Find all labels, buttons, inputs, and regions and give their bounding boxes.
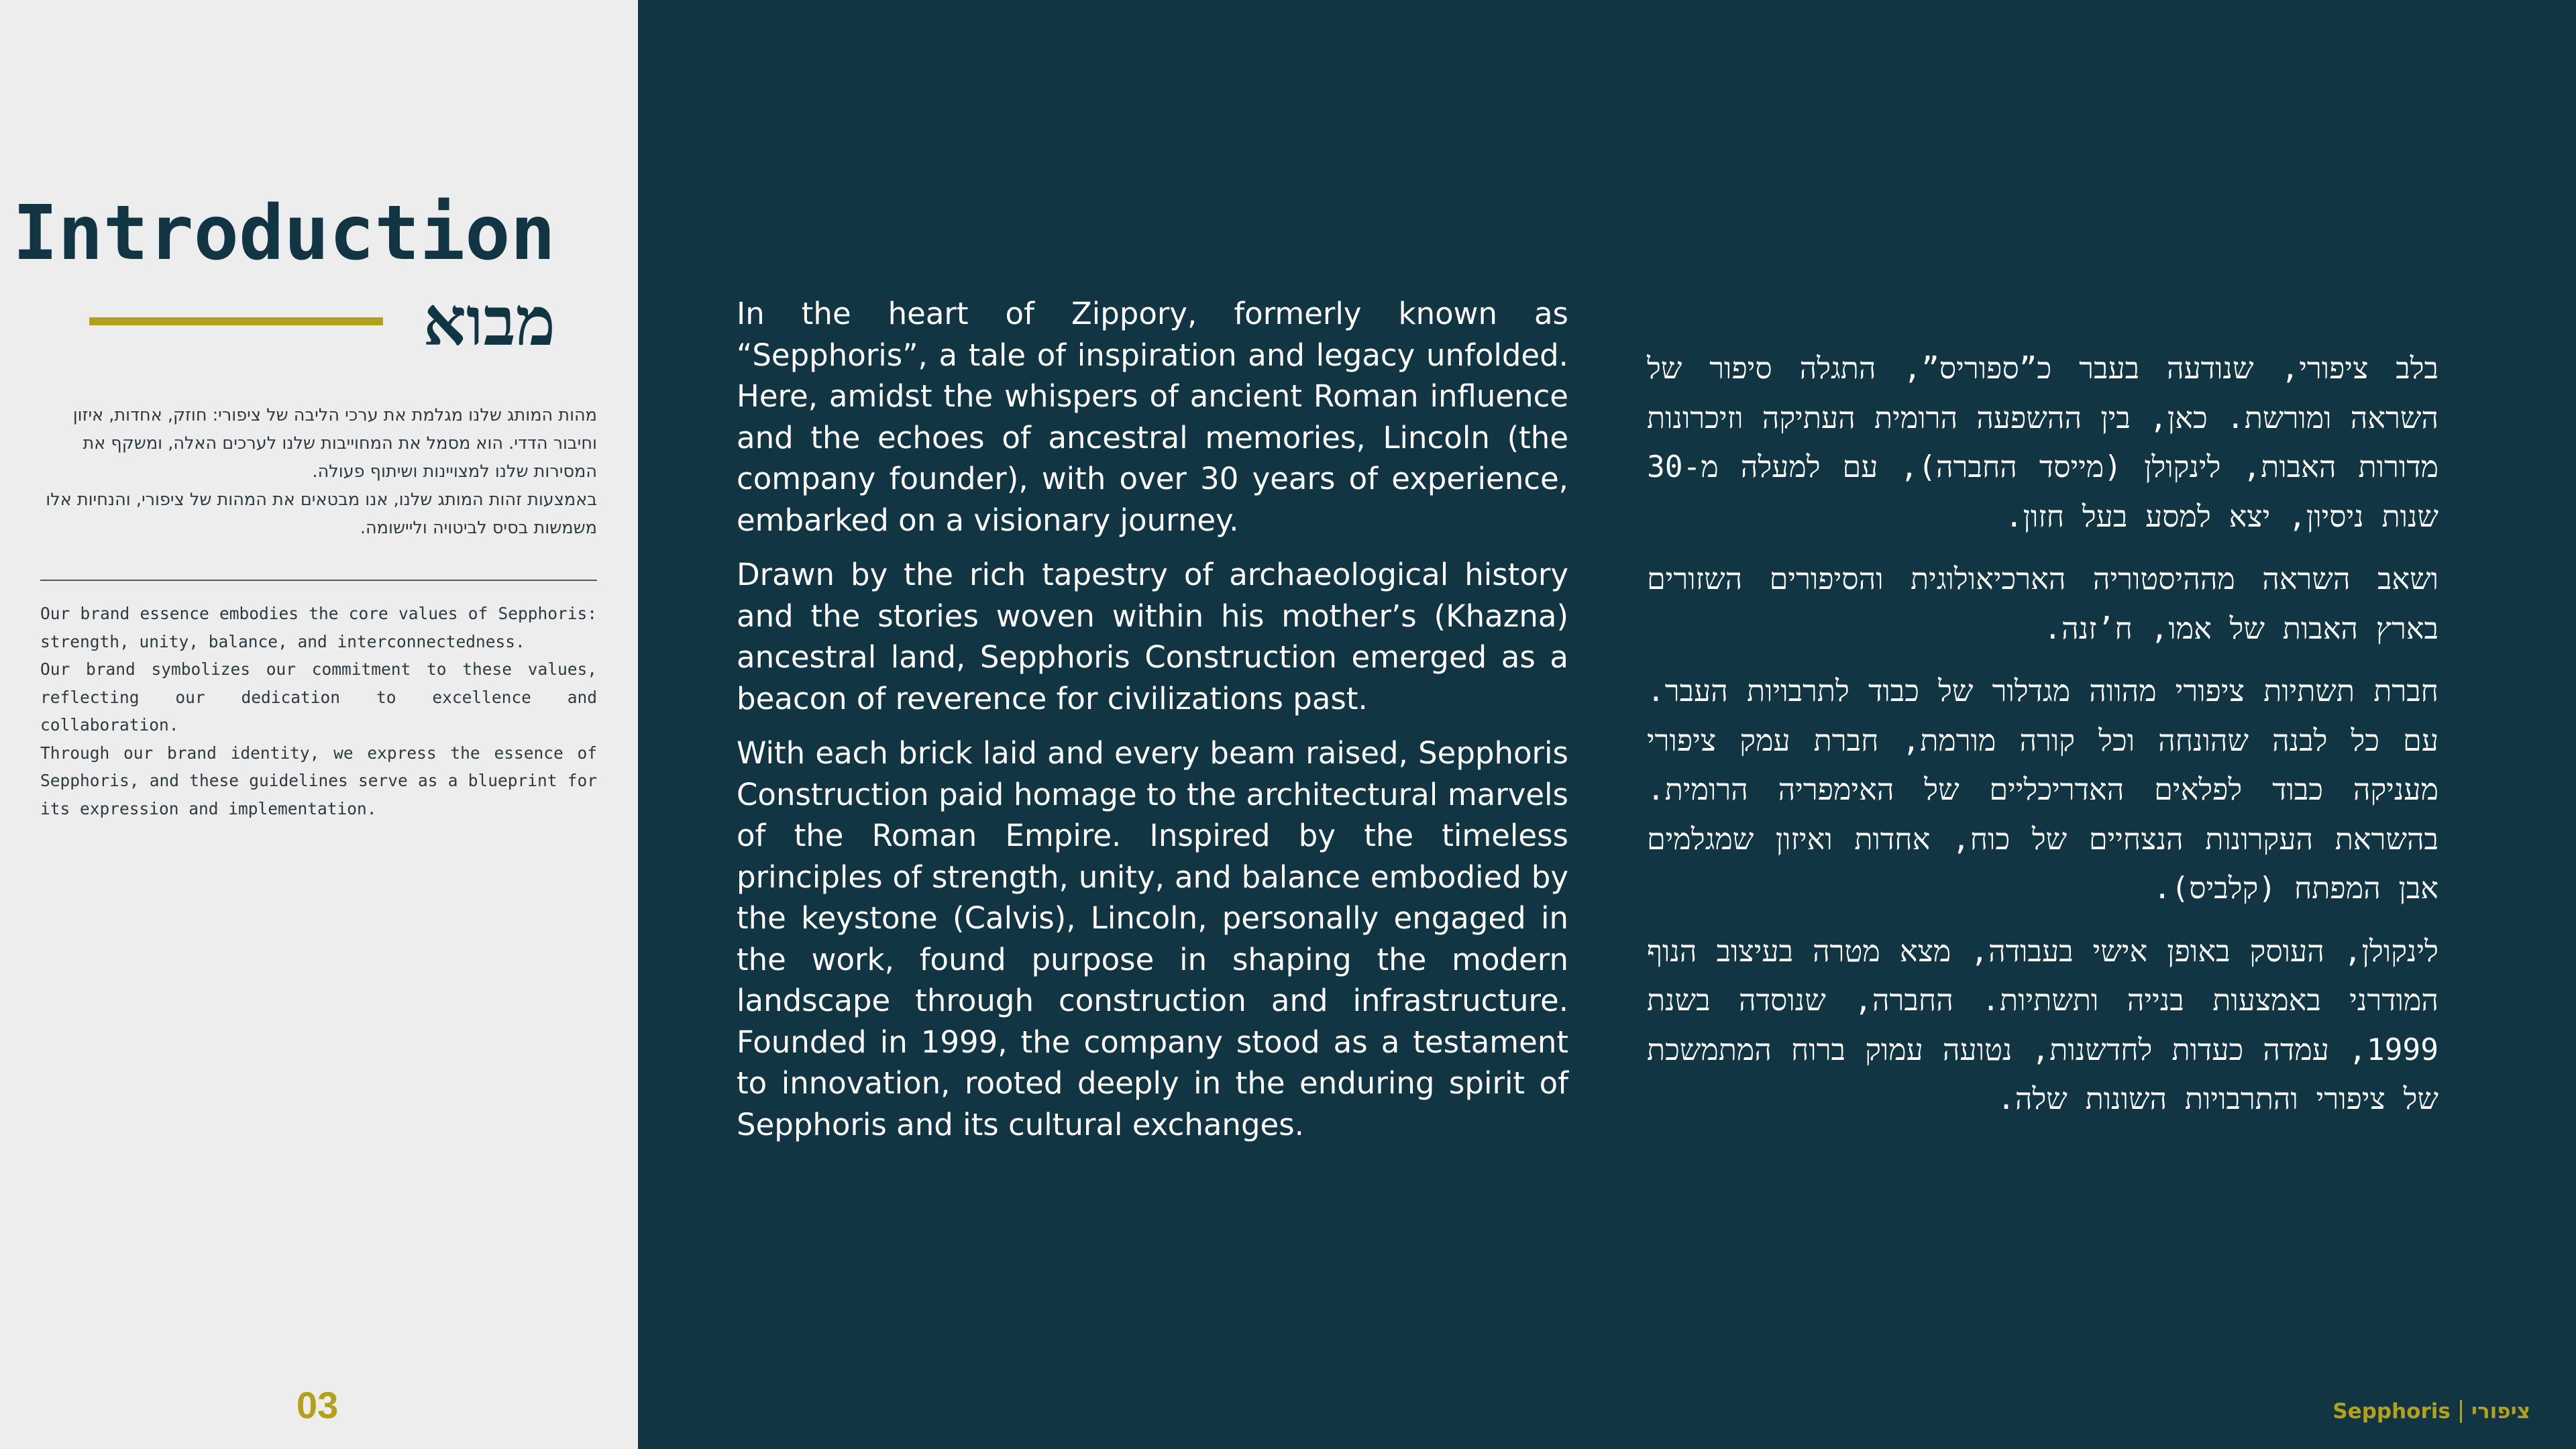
hebrew-summary-paragraph: באמצעות זהות המותג שלנו, אנו מבטאים את המהות של ציפורי, והנחיות אלו משמשות בסיס לביטויה וליישומה. bbox=[46, 490, 597, 538]
sidebar-panel bbox=[0, 0, 638, 1449]
hebrew-paragraph: לינקולן, העוסק באופן אישי בעבודה, מצא מטרה בעיצוב הנוף המודרני באמצעות בנייה ותשתיות. החברה, שנוסדה בשנת 1999, עמדה כעדות לחדשנות, נטועה עמוק ברוח המתמשכת של ציפורי והתרבויות השונות שלה. bbox=[1647, 934, 2438, 1116]
english-summary-paragraph: Our brand essence embodies the core values of Sepphoris: strength, unity, balance, and interconnectedness. bbox=[40, 604, 597, 651]
hebrew-summary bbox=[40, 401, 597, 542]
page-number: 03 bbox=[297, 1384, 339, 1426]
english-summary-paragraph: Through our brand identity, we express the essence of Sepphoris, and these guidelines serve as a blueprint for its expression and implementation. bbox=[40, 743, 597, 818]
logo-text-english: Sepphoris bbox=[2332, 1399, 2451, 1424]
english-summary-paragraph: Our brand symbolizes our commitment to these values, reflecting our dedication to excellence and collaboration. bbox=[40, 659, 597, 735]
section-divider bbox=[40, 580, 597, 581]
logo-text-hebrew: ציפורי bbox=[2471, 1399, 2530, 1424]
page-title-hebrew: מבוא bbox=[423, 282, 555, 361]
english-summary bbox=[40, 600, 597, 822]
title-accent-line bbox=[89, 317, 383, 325]
english-paragraph: Drawn by the rich tapestry of archaeological history and the stories woven within his mother’s (Khazna) ancestral land, Sepphoris Construction emerged as a beacon of reverence for civilizations past. bbox=[737, 557, 1568, 716]
hebrew-body bbox=[1647, 344, 2438, 1138]
english-paragraph: In the heart of Zippory, formerly known as “Sepphoris”, a tale of inspiration and legacy unfolded. Here, amidst the whispers of ancient Roman influence and the echoes of ancestral memories, Lincoln (the company founder), with over 30 years of experience, embarked on a visionary journey. bbox=[737, 296, 1568, 538]
english-paragraph: With each brick laid and every beam raised, Sepphoris Construction paid homage to the architectural marvels of the Roman Empire. Inspired by the timeless principles of strength, unity, and balance embodied by the keystone (Calvis), Lincoln, personally engaged in the work, found purpose in shaping the modern landscape through construction and infrastructure. Founded in 1999, the company stood as a testament to innovation, rooted deeply in the enduring spirit of Sepphoris and its cultural exchanges. bbox=[737, 735, 1568, 1142]
hebrew-summary-paragraph: מהות המותג שלנו מגלמת את ערכי הליבה של ציפורי: חוזק, אחדות, איזון וחיבור הדדי. הוא מסמל את המחוייבות שלנו לערכים האלה, ומשקף את המסירות שלנו למצויינות ושיתוף פעולה. bbox=[72, 405, 597, 482]
logo-separator bbox=[2460, 1400, 2462, 1423]
hebrew-paragraph: ושאב השראה מההיסטוריה הארכיאולוגית והסיפורים השזורים בארץ האבות של אמו, ח’זנה. bbox=[1647, 562, 2438, 646]
page-title: Introduction bbox=[12, 190, 555, 277]
hebrew-paragraph: בלב ציפורי, שנודעה בעבר כ”ספוריס”, התגלה סיפור של השראה ומורשת. כאן, בין ההשפעה הרומית העתיקה וזיכרונות מדורות האבות, לינקולן (מייסד החברה), עם למעלה מ-30 שנות ניסיון, יצא למסע בעל חזון. bbox=[1647, 352, 2438, 534]
hebrew-paragraph: חברת תשתיות ציפורי מהווה מגדלור של כבוד לתרבויות העבר. עם כל לבנה שהונחה וכל קורה מורמת, חברת עמק ציפורי מעניקה כבוד לפלאים האדריכליים של האימפריה הרומית. בהשראת העקרונות הנצחיים של כוח, אחדות ואיזון שמגלמים אבן המפתח (קלביס). bbox=[1647, 674, 2438, 906]
brand-logo bbox=[2332, 1399, 2530, 1424]
english-body bbox=[737, 293, 1568, 1159]
